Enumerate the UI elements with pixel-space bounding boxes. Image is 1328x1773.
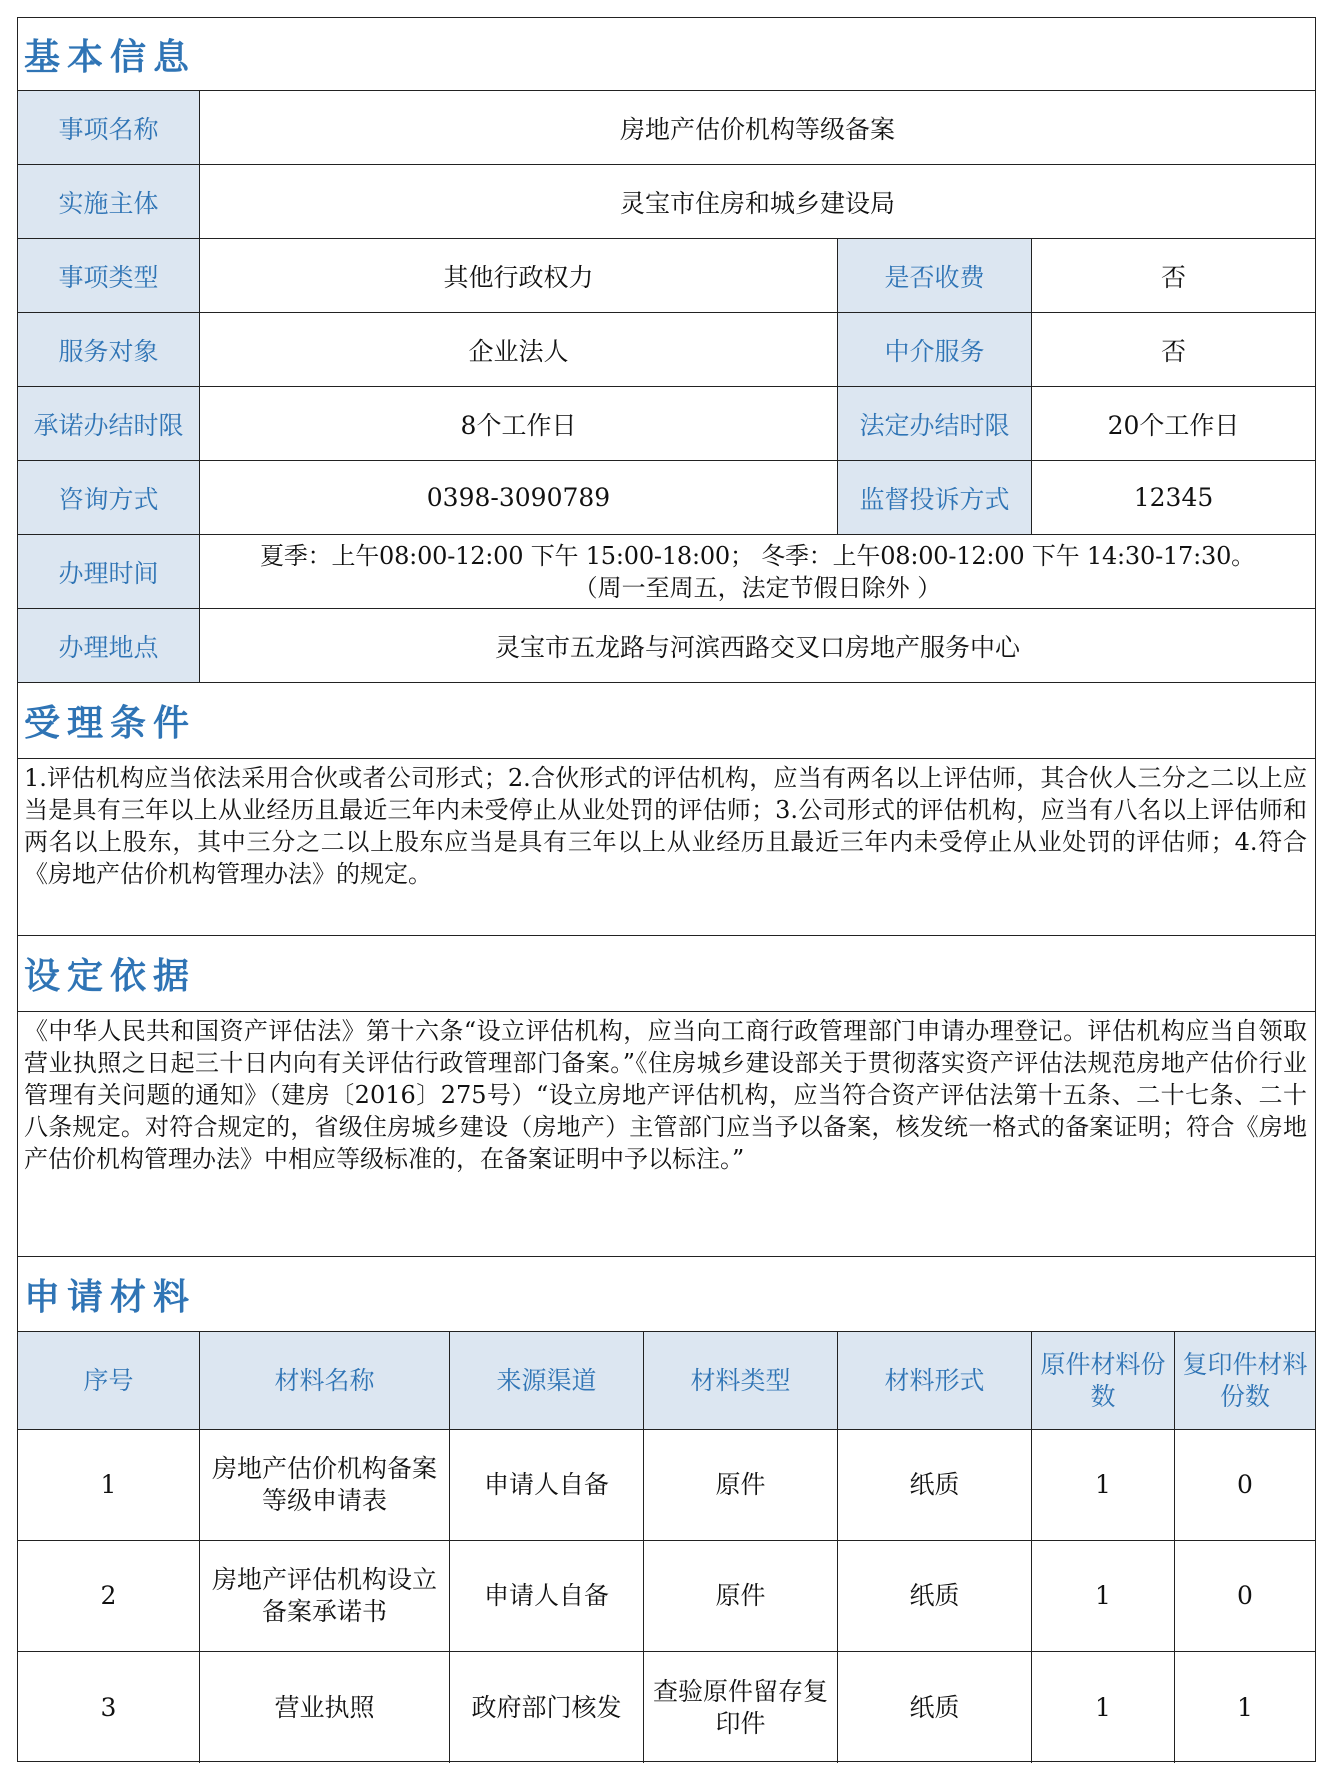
cell-copy-count: 0 <box>1174 1541 1315 1651</box>
value-item-type: 其他行政权力 <box>199 239 837 312</box>
section-title-basic-info: 基本信息 <box>24 36 197 78</box>
cell-source: 政府部门核发 <box>449 1652 643 1763</box>
row-implementer <box>18 165 1315 239</box>
row-location <box>18 609 1315 683</box>
table-row <box>18 1430 1315 1541</box>
value-promised-time-limit: 8个工作日 <box>199 387 837 460</box>
cell-source: 申请人自备 <box>449 1430 643 1540</box>
section-header-conditions <box>18 683 1315 759</box>
value-agency-service: 否 <box>1031 313 1315 386</box>
row-target-agency <box>18 313 1315 387</box>
label-fee: 是否收费 <box>837 239 1031 312</box>
value-service-target: 企业法人 <box>199 313 837 386</box>
government-service-item-sheet <box>17 17 1316 1762</box>
office-hours-line-2: （周一至周五，法定节假日除外 ） <box>573 573 942 602</box>
label-item-type: 事项类型 <box>18 239 199 312</box>
column-header-no: 序号 <box>18 1332 199 1429</box>
label-implementer: 实施主体 <box>18 165 199 238</box>
cell-original-count: 1 <box>1031 1541 1174 1651</box>
section-title-materials: 申请材料 <box>24 1276 197 1318</box>
value-consultation-phone: 0398-3090789 <box>199 461 837 534</box>
row-item-name <box>18 91 1315 165</box>
section-header-basic-info <box>18 18 1315 91</box>
row-contact <box>18 461 1315 535</box>
label-service-target: 服务对象 <box>18 313 199 386</box>
section-title-legal-basis: 设定依据 <box>24 956 197 997</box>
cell-material-name: 房地产估价机构备案等级申请表 <box>199 1430 449 1540</box>
cell-material-type: 查验原件留存复印件 <box>643 1652 837 1763</box>
office-hours-line-1: 夏季：上午08:00-12:00 下午 15:00-18:00； 冬季：上午08:00-12:00 下午 14:30-17:30。 <box>260 541 1255 570</box>
value-location: 灵宝市五龙路与河滨西路交叉口房地产服务中心 <box>199 609 1315 682</box>
column-header-source: 来源渠道 <box>449 1332 643 1429</box>
label-agency-service: 中介服务 <box>837 313 1031 386</box>
cell-copy-count: 0 <box>1174 1430 1315 1540</box>
cell-original-count: 1 <box>1031 1430 1174 1540</box>
value-legal-time-limit: 20个工作日 <box>1031 387 1315 460</box>
value-fee: 否 <box>1031 239 1315 312</box>
section-title-conditions: 受理条件 <box>24 703 197 744</box>
cell-copy-count: 1 <box>1174 1652 1315 1763</box>
column-header-original-count: 原件材料份数 <box>1031 1332 1174 1429</box>
row-office-hours <box>18 535 1315 609</box>
section-header-legal-basis <box>18 936 1315 1012</box>
cell-material-form: 纸质 <box>837 1652 1031 1763</box>
conditions-text: 1.评估机构应当依法采用合伙或者公司形式；2.合伙形式的评估机构，应当有两名以上评估师，其合伙人三分之二以上应当是具有三年以上从业经历且最近三年内未受停止从业处罚的评估师；3.公司形式的评估机构，应当有八名以上评估师和两名以上股东，其中三分之二以上股东应当是具有三年以上从业经历且最近三年内未受停止从业处罚的评估师；4.符合《房地产估价机构管理办法》的规定。 <box>18 759 1315 936</box>
value-office-hours <box>199 535 1315 608</box>
cell-material-type: 原件 <box>643 1541 837 1651</box>
label-location: 办理地点 <box>18 609 199 682</box>
label-complaint: 监督投诉方式 <box>837 461 1031 534</box>
cell-material-form: 纸质 <box>837 1541 1031 1651</box>
label-item-name: 事项名称 <box>18 91 199 164</box>
legal-basis-text: 《中华人民共和国资产评估法》第十六条“设立评估机构，应当向工商行政管理部门申请办理登记。评估机构应当自领取营业执照之日起三十日内向有关评估行政管理部门备案。”《住房城乡建设部关于贯彻落实资产评估法规范房地产估价行业管理有关问题的通知》（建房〔2016〕275号）“设立房地产评估机构，应当符合资产评估法第十五条、二十七条、二十八条规定。对符合规定的，省级住房城乡建设（房地产）主管部门应当予以备案，核发统一格式的备案证明；符合《房地产估价机构管理办法》中相应等级标准的，在备案证明中予以标注。” <box>18 1012 1315 1257</box>
value-implementer: 灵宝市住房和城乡建设局 <box>199 165 1315 238</box>
cell-material-form: 纸质 <box>837 1430 1031 1540</box>
materials-table-header <box>18 1332 1315 1430</box>
column-header-type: 材料类型 <box>643 1332 837 1429</box>
column-header-form: 材料形式 <box>837 1332 1031 1429</box>
label-promised-time-limit: 承诺办结时限 <box>18 387 199 460</box>
table-row <box>18 1652 1315 1763</box>
label-legal-time-limit: 法定办结时限 <box>837 387 1031 460</box>
cell-no: 1 <box>100 1470 117 1499</box>
section-header-materials <box>18 1257 1315 1332</box>
row-type-fee <box>18 239 1315 313</box>
value-complaint-hotline: 12345 <box>1031 461 1315 534</box>
label-consultation: 咨询方式 <box>18 461 199 534</box>
table-row <box>18 1541 1315 1652</box>
value-item-name: 房地产估价机构等级备案 <box>199 91 1315 164</box>
cell-no: 2 <box>100 1581 117 1610</box>
cell-original-count: 1 <box>1031 1652 1174 1763</box>
cell-no: 3 <box>100 1692 117 1722</box>
cell-material-name: 营业执照 <box>199 1652 449 1763</box>
label-office-hours: 办理时间 <box>18 535 199 608</box>
cell-source: 申请人自备 <box>449 1541 643 1651</box>
cell-material-name: 房地产评估机构设立备案承诺书 <box>199 1541 449 1651</box>
column-header-name: 材料名称 <box>199 1332 449 1429</box>
column-header-copy-count: 复印件材料份数 <box>1174 1332 1315 1429</box>
row-time-limits <box>18 387 1315 461</box>
cell-material-type: 原件 <box>643 1430 837 1540</box>
